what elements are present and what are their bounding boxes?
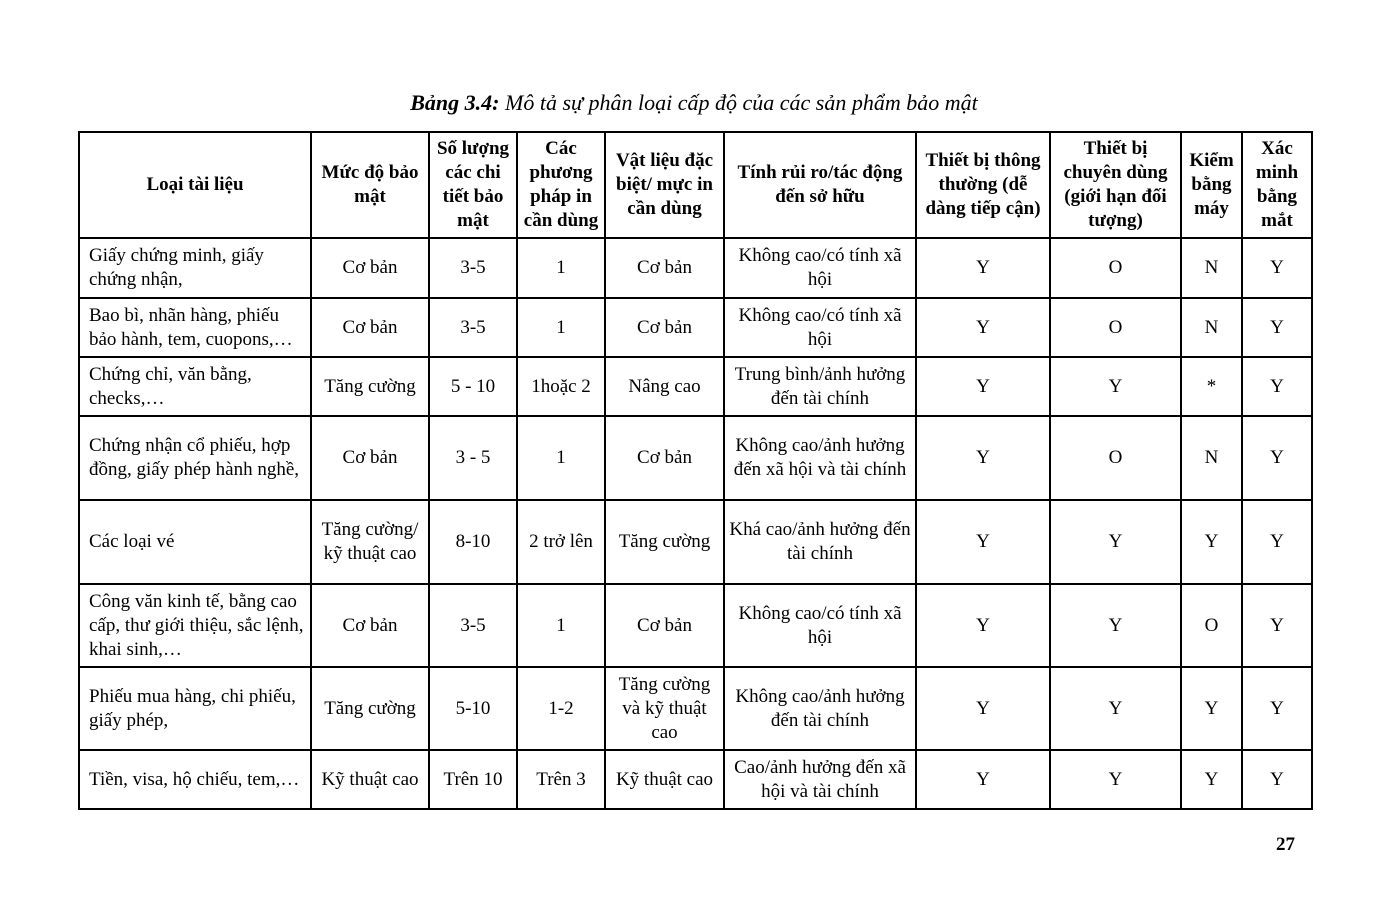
table-cell: Y: [916, 500, 1050, 584]
table-row: [79, 357, 1312, 416]
table-cell: 3-5: [429, 584, 517, 667]
table-cell: 1: [517, 238, 605, 298]
column-header: Loại tài liệu: [79, 132, 311, 238]
table-cell: Kỹ thuật cao: [311, 750, 429, 809]
table-cell: Y: [1242, 238, 1312, 298]
table-cell: Cơ bản: [311, 584, 429, 667]
table-cell: Y: [916, 750, 1050, 809]
table-cell: *: [1181, 357, 1242, 416]
table-cell: 1: [517, 584, 605, 667]
table-cell: Y: [916, 238, 1050, 298]
table-cell: Y: [1181, 500, 1242, 584]
table-cell: Cơ bản: [605, 298, 724, 357]
table-row: [79, 298, 1312, 357]
column-header: Thiết bị thông thường (dễ dàng tiếp cận): [916, 132, 1050, 238]
table-cell: Tăng cường: [605, 500, 724, 584]
table-cell: 3 - 5: [429, 416, 517, 500]
table-cell: Cơ bản: [605, 584, 724, 667]
table-cell: O: [1050, 238, 1181, 298]
table-body: [79, 238, 1312, 809]
table-row: [79, 584, 1312, 667]
column-header: Các phương pháp in cần dùng: [517, 132, 605, 238]
column-header: Tính rủi ro/tác động đến sở hữu: [724, 132, 916, 238]
table-cell: Y: [1242, 750, 1312, 809]
column-header: Xác minh bằng mắt: [1242, 132, 1312, 238]
table-cell: O: [1050, 416, 1181, 500]
table-cell: Y: [1050, 357, 1181, 416]
table-cell: Không cao/có tính xã hội: [724, 584, 916, 667]
table-cell: Cơ bản: [311, 238, 429, 298]
table-cell: Y: [1050, 584, 1181, 667]
table-cell: O: [1181, 584, 1242, 667]
table-cell: Cơ bản: [605, 238, 724, 298]
table-cell: Phiếu mua hàng, chi phiếu, giấy phép,: [79, 667, 311, 750]
table-cell: Y: [1242, 416, 1312, 500]
table-cell: Y: [1242, 500, 1312, 584]
table-cell: Y: [1181, 667, 1242, 750]
table-cell: O: [1050, 298, 1181, 357]
table-cell: Y: [1181, 750, 1242, 809]
table-row: [79, 750, 1312, 809]
table-cell: 1: [517, 298, 605, 357]
table-cell: N: [1181, 298, 1242, 357]
table-cell: 2 trở lên: [517, 500, 605, 584]
table-cell: Trung bình/ảnh hưởng đến tài chính: [724, 357, 916, 416]
table-cell: Y: [916, 667, 1050, 750]
table-cell: Y: [1050, 750, 1181, 809]
table-cell: Không cao/có tính xã hội: [724, 238, 916, 298]
table-cell: Trên 10: [429, 750, 517, 809]
column-header: Kiểm bằng máy: [1181, 132, 1242, 238]
table-cell: Y: [1242, 584, 1312, 667]
table-cell: Chứng nhận cổ phiếu, hợp đồng, giấy phép hành nghề,: [79, 416, 311, 500]
table-cell: Y: [916, 416, 1050, 500]
table-row: [79, 667, 1312, 750]
table-cell: 1-2: [517, 667, 605, 750]
table-cell: Tiền, visa, hộ chiếu, tem,…: [79, 750, 311, 809]
table-cell: 3-5: [429, 298, 517, 357]
table-cell: 1hoặc 2: [517, 357, 605, 416]
table-cell: Cơ bản: [605, 416, 724, 500]
table-cell: Nâng cao: [605, 357, 724, 416]
column-header: Mức độ bảo mật: [311, 132, 429, 238]
table-cell: Tăng cường: [311, 357, 429, 416]
table-cell: 5 - 10: [429, 357, 517, 416]
table-cell: Khá cao/ảnh hưởng đến tài chính: [724, 500, 916, 584]
table-cell: Y: [1050, 500, 1181, 584]
table-cell: 5-10: [429, 667, 517, 750]
table-row: [79, 500, 1312, 584]
table-cell: 3-5: [429, 238, 517, 298]
table-cell: Y: [916, 584, 1050, 667]
table-row: [79, 238, 1312, 298]
table-cell: Cơ bản: [311, 416, 429, 500]
column-header: Vật liệu đặc biệt/ mực in cần dùng: [605, 132, 724, 238]
column-header: Thiết bị chuyên dùng (giới hạn đối tượng): [1050, 132, 1181, 238]
table-cell: N: [1181, 238, 1242, 298]
table-cell: Công văn kinh tế, bằng cao cấp, thư giới thiệu, sắc lệnh, khai sinh,…: [79, 584, 311, 667]
table-cell: Y: [1050, 667, 1181, 750]
caption-text: Mô tả sự phân loại cấp độ của các sản phẩm bảo mật: [499, 90, 978, 115]
table-cell: Không cao/ảnh hưởng đến tài chính: [724, 667, 916, 750]
security-classification-table: [78, 131, 1313, 810]
table-cell: Trên 3: [517, 750, 605, 809]
column-header: Số lượng các chi tiết bảo mật: [429, 132, 517, 238]
table-cell: Các loại vé: [79, 500, 311, 584]
table-cell: Y: [916, 298, 1050, 357]
table-cell: Tăng cường: [311, 667, 429, 750]
table-cell: Kỹ thuật cao: [605, 750, 724, 809]
table-cell: Giấy chứng minh, giấy chứng nhận,: [79, 238, 311, 298]
table-cell: 1: [517, 416, 605, 500]
header-row: [79, 132, 1312, 238]
table-cell: 8-10: [429, 500, 517, 584]
table-row: [79, 416, 1312, 500]
table-cell: Chứng chỉ, văn bằng, checks,…: [79, 357, 311, 416]
table-cell: Y: [1242, 357, 1312, 416]
table-caption: [0, 90, 1388, 116]
table-cell: Không cao/có tính xã hội: [724, 298, 916, 357]
table-cell: N: [1181, 416, 1242, 500]
table-cell: Y: [916, 357, 1050, 416]
table-cell: Không cao/ảnh hưởng đến xã hội và tài chính: [724, 416, 916, 500]
table-cell: Bao bì, nhãn hàng, phiếu bảo hành, tem, cuopons,…: [79, 298, 311, 357]
caption-label: Bảng 3.4:: [410, 90, 500, 115]
table-cell: Tăng cường và kỹ thuật cao: [605, 667, 724, 750]
table-cell: Cơ bản: [311, 298, 429, 357]
table-cell: Tăng cường/ kỹ thuật cao: [311, 500, 429, 584]
table-cell: Cao/ảnh hưởng đến xã hội và tài chính: [724, 750, 916, 809]
table-cell: Y: [1242, 667, 1312, 750]
page-number: 27: [1276, 834, 1295, 855]
table-cell: Y: [1242, 298, 1312, 357]
